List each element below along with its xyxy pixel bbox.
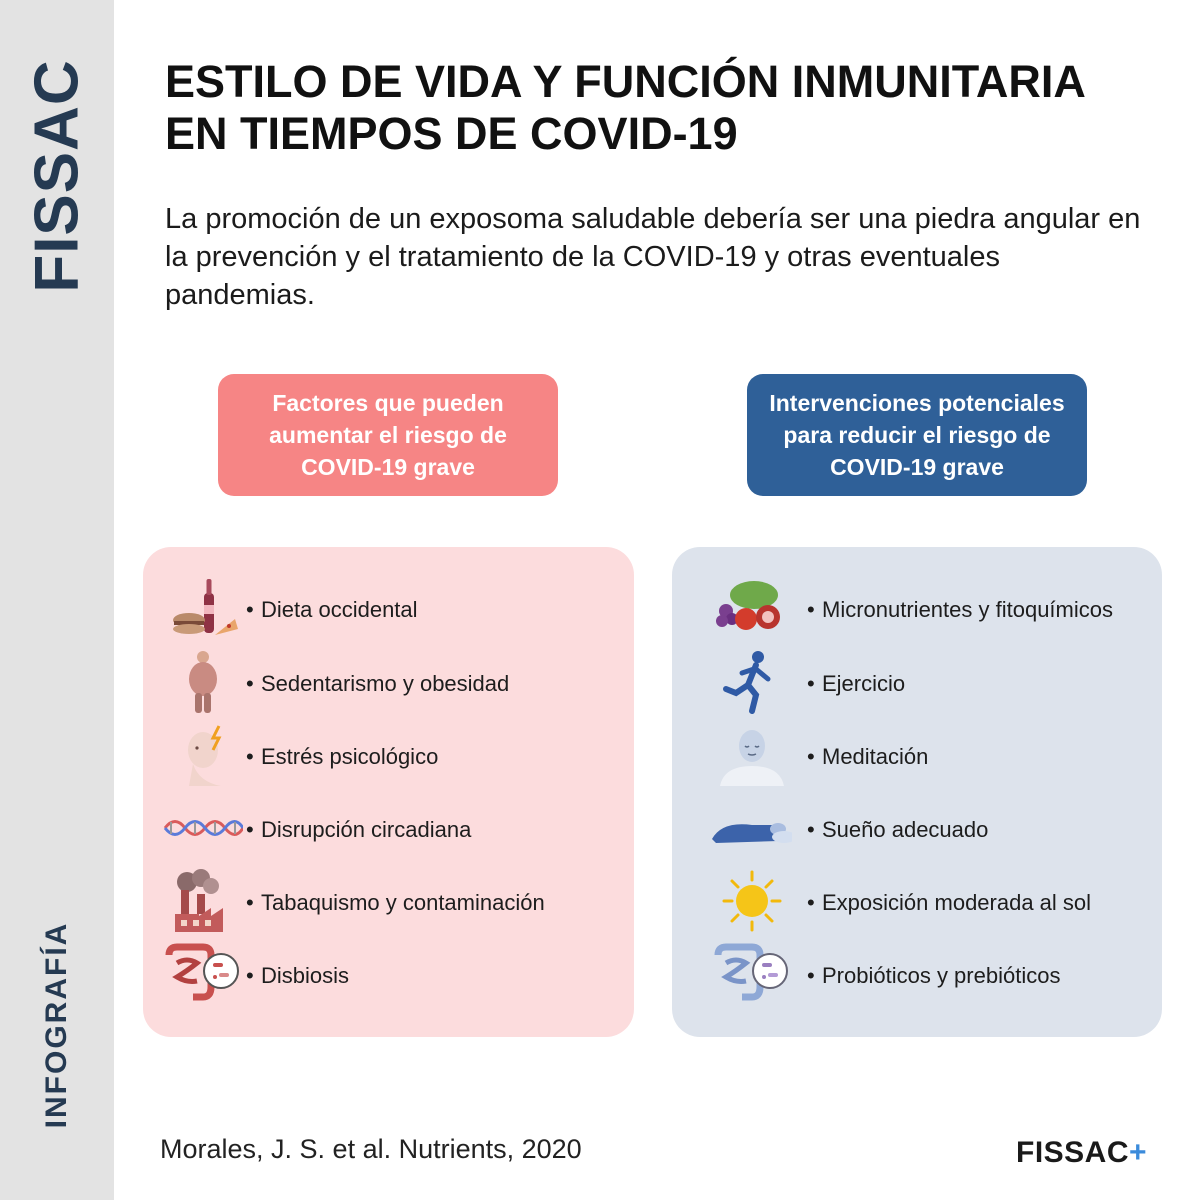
risk-item-label: • Dieta occidental bbox=[246, 597, 418, 622]
fast-food-icon bbox=[163, 575, 243, 641]
list-item bbox=[143, 649, 634, 719]
list-item bbox=[672, 941, 1162, 1011]
intervention-item-label: • Probióticos y prebióticos bbox=[807, 963, 1061, 988]
footer-brand: FISSAC bbox=[1016, 1136, 1130, 1169]
page-title bbox=[165, 56, 1165, 160]
list-item bbox=[672, 575, 1162, 645]
footer-logo bbox=[1016, 1136, 1147, 1170]
intervention-item-label: • Micronutrientes y fitoquímicos bbox=[807, 597, 1113, 622]
stressed-head-icon bbox=[163, 722, 243, 788]
obese-person-icon bbox=[163, 649, 243, 715]
interventions-panel bbox=[672, 547, 1162, 1037]
risk-factors-panel bbox=[143, 547, 634, 1037]
intervention-item-label: • Ejercicio bbox=[807, 671, 906, 696]
intervention-item-label: • Exposición moderada al sol bbox=[807, 890, 1092, 915]
dna-helix-icon bbox=[163, 795, 243, 861]
list-item bbox=[143, 722, 634, 792]
intervention-item-label: • Sueño adecuado bbox=[807, 817, 989, 842]
citation: Morales, J. S. et al. Nutrients, 2020 bbox=[160, 1134, 582, 1164]
list-item bbox=[143, 575, 634, 645]
risk-item-label: • Sedentarismo y obesidad bbox=[246, 671, 510, 696]
risk-item-label: • Disbiosis bbox=[246, 963, 350, 988]
title-line-2: EN TIEMPOS DE COVID-19 bbox=[165, 108, 738, 159]
intervention-item-label: • Meditación bbox=[807, 744, 929, 769]
list-item bbox=[672, 649, 1162, 719]
risk-factors-heading: Factores que pueden aumentar el riesgo de COVID-19 grave bbox=[218, 374, 558, 496]
healthy-intestine-icon bbox=[712, 941, 792, 1007]
sidebar-category: INFOGRAFÍA bbox=[40, 921, 73, 1129]
list-item bbox=[672, 795, 1162, 865]
list-item bbox=[143, 868, 634, 938]
plus-icon: + bbox=[1129, 1136, 1148, 1169]
risk-item-label: • Disrupción circadiana bbox=[246, 817, 472, 842]
sidebar-brand: FISSAC bbox=[22, 59, 92, 293]
calm-face-icon bbox=[712, 722, 792, 788]
title-line-1: ESTILO DE VIDA Y FUNCIÓN INMUNITARIA bbox=[165, 56, 1086, 107]
runner-icon bbox=[712, 649, 792, 715]
fruits-vegetables-icon bbox=[712, 575, 792, 641]
sidebar bbox=[0, 0, 114, 1200]
list-item bbox=[672, 868, 1162, 938]
sleeping-person-icon bbox=[712, 795, 792, 861]
list-item bbox=[143, 795, 634, 865]
list-item bbox=[672, 722, 1162, 792]
factory-smoke-icon bbox=[163, 868, 243, 934]
sun-icon bbox=[712, 868, 792, 934]
list-item bbox=[143, 941, 634, 1011]
interventions-heading: Intervenciones potenciales para reducir el riesgo de COVID-19 grave bbox=[747, 374, 1087, 496]
risk-item-label: • Estrés psicológico bbox=[246, 744, 439, 769]
intestine-bacteria-icon bbox=[163, 941, 243, 1007]
risk-item-label: • Tabaquismo y contaminación bbox=[246, 890, 545, 915]
page-subtitle: La promoción de un exposoma saludable debería ser una piedra angular en la prevención y el tratamiento de la COVID-19 y otras eventuales pandemias. bbox=[165, 203, 1141, 311]
